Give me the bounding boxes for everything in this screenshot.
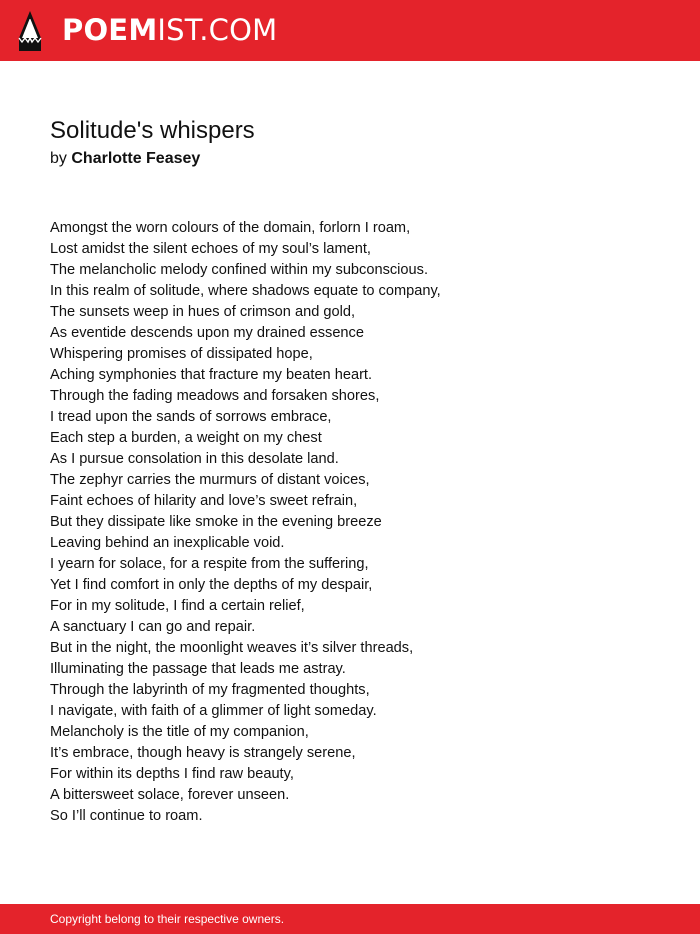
pencil-logo-icon[interactable] xyxy=(18,10,42,52)
poem-line: Each step a burden, a weight on my chest xyxy=(50,430,322,446)
poem-line: The zephyr carries the murmurs of distant voices, xyxy=(50,472,370,488)
poem-line: I tread upon the sands of sorrows embrace, xyxy=(50,409,332,425)
poem-line: The melancholic melody confined within my subconscious. xyxy=(50,262,428,278)
site-header xyxy=(0,0,700,61)
poem-line: Illuminating the passage that leads me astray. xyxy=(50,661,346,677)
poem-line: But they dissipate like smoke in the evening breeze xyxy=(50,514,382,530)
poem-line: Lost amidst the silent echoes of my soul’s lament, xyxy=(50,241,371,257)
poem-line: I yearn for solace, for a respite from the suffering, xyxy=(50,556,369,572)
poem-line: The sunsets weep in hues of crimson and gold, xyxy=(50,304,356,320)
poem-line: So I’ll continue to roam. xyxy=(50,808,203,824)
poem-line: In this realm of solitude, where shadows equate to company, xyxy=(50,283,441,299)
poem-byline xyxy=(50,148,200,170)
poem-title: Solitude's whispers xyxy=(50,117,255,144)
poem-line: Leaving behind an inexplicable void. xyxy=(50,535,285,551)
poem-line: As I pursue consolation in this desolate land. xyxy=(50,451,339,467)
copyright-text: Copyright belong to their respective owners. xyxy=(50,912,285,926)
poem-line: For within its depths I find raw beauty, xyxy=(50,766,294,782)
poem-line: It’s embrace, though heavy is strangely serene, xyxy=(50,745,356,761)
site-logo[interactable] xyxy=(62,12,277,48)
poem-line: Melancholy is the title of my companion, xyxy=(50,724,309,740)
poem-line: Yet I find comfort in only the depths of my despair, xyxy=(50,577,373,593)
by-label: by xyxy=(50,150,67,167)
poem-line: A bittersweet solace, forever unseen. xyxy=(50,787,290,803)
logo-light-text: IST.COM xyxy=(157,13,278,47)
poem-line: For in my solitude, I find a certain relief, xyxy=(50,598,305,614)
poem-line: Whispering promises of dissipated hope, xyxy=(50,346,313,362)
poem-line: Through the fading meadows and forsaken shores, xyxy=(50,388,380,404)
poem-line: A sanctuary I can go and repair. xyxy=(50,619,256,635)
poem-lines xyxy=(50,218,441,827)
poem-line: Faint echoes of hilarity and love’s sweet refrain, xyxy=(50,493,358,509)
poem-line: I navigate, with faith of a glimmer of light someday. xyxy=(50,703,377,719)
poem-line: Amongst the worn colours of the domain, forlorn I roam, xyxy=(50,220,411,236)
poem-line: Aching symphonies that fracture my beaten heart. xyxy=(50,367,373,383)
poem-line: But in the night, the moonlight weaves it’s silver threads, xyxy=(50,640,414,656)
logo-bold-text: POEM xyxy=(62,13,158,47)
author-name: Charlotte Feasey xyxy=(71,150,201,167)
site-footer xyxy=(0,904,700,934)
poem-line: As eventide descends upon my drained essence xyxy=(50,325,364,341)
poem-line: Through the labyrinth of my fragmented thoughts, xyxy=(50,682,370,698)
